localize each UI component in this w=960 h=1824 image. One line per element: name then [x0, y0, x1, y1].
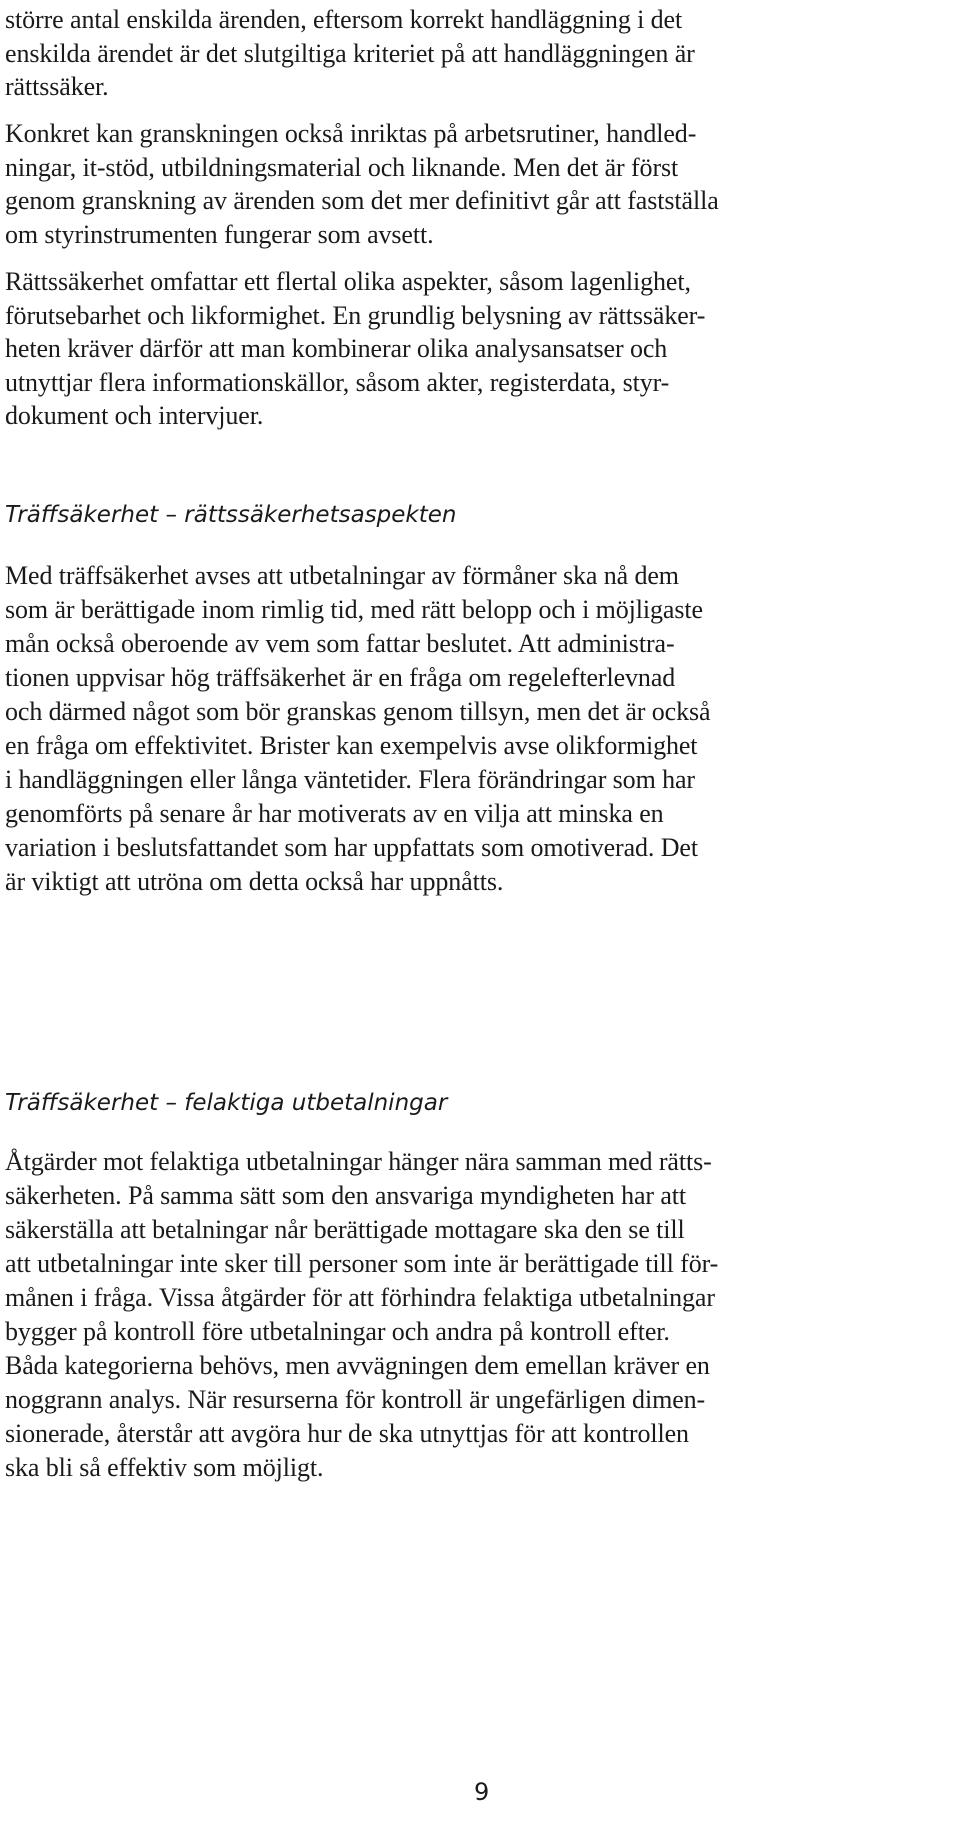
text-line: och därmed något som bör granskas genom tillsyn, men det är också	[5, 697, 711, 726]
text-line: genom granskning av ärenden som det mer definitivt går att fastställa	[5, 186, 719, 215]
text-line: utnyttjar flera informationskällor, såsom akter, registerdata, styr-	[5, 368, 670, 397]
text-line: ska bli så effektiv som möjligt.	[5, 1453, 324, 1482]
text-line: större antal enskilda ärenden, eftersom korrekt handläggning i det	[5, 5, 683, 34]
text-line: om styrinstrumenten fungerar som avsett.	[5, 220, 434, 249]
text-line: sionerade, återstår att avgöra hur de ska utnyttjas för att kontrollen	[5, 1419, 689, 1448]
text-line: att utbetalningar inte sker till personer som inte är berättigade till för-	[5, 1249, 719, 1278]
text-line: enskilda ärendet är det slutgiltiga kriteriet på att handläggningen är	[5, 39, 695, 68]
text-line: dokument och intervjuer.	[5, 401, 264, 430]
text-line: heten kräver därför att man kombinerar olika analysansatser och	[5, 334, 668, 363]
text-line: Konkret kan granskningen också inriktas på arbetsrutiner, handled-	[5, 119, 697, 148]
page-number: 9	[474, 1778, 490, 1806]
text-line: mån också oberoende av vem som fattar beslutet. Att administra-	[5, 629, 675, 658]
text-line: bygger på kontroll före utbetalningar och andra på kontroll efter.	[5, 1317, 670, 1346]
text-line: ningar, it-stöd, utbildningsmaterial och liknande. Men det är först	[5, 153, 679, 182]
text-line: Båda kategorierna behövs, men avvägningen dem emellan kräver en	[5, 1351, 710, 1380]
text-line: variation i beslutsfattandet som har uppfattats som omotiverad. Det	[5, 833, 698, 862]
text-line: är viktigt att utröna om detta också har uppnåtts.	[5, 867, 504, 896]
text-line: säkerheten. På samma sätt som den ansvariga myndigheten har att	[5, 1181, 687, 1210]
text-line: Med träffsäkerhet avses att utbetalningar av förmåner ska nå dem	[5, 561, 679, 590]
text-line: rättssäker.	[5, 72, 109, 101]
text-line: Åtgärder mot felaktiga utbetalningar hänger nära samman med rätts-	[5, 1147, 712, 1176]
text-line: tionen uppvisar hög träffsäkerhet är en fråga om regelefterlevnad	[5, 663, 676, 692]
text-line: noggrann analys. När resurserna för kontroll är ungefärligen dimen-	[5, 1385, 706, 1414]
text-line: säkerställa att betalningar når berättigade mottagare ska den se till	[5, 1215, 685, 1244]
text-line: Rättssäkerhet omfattar ett flertal olika aspekter, såsom lagenlighet,	[5, 267, 691, 296]
section-heading: Träffsäkerhet – felaktiga utbetalningar	[5, 1090, 448, 1116]
text-line: förutsebarhet och likformighet. En grundlig belysning av rättssäker-	[5, 301, 706, 330]
text-line: i handläggningen eller långa väntetider. Flera förändringar som har	[5, 765, 695, 794]
text-line: genomförts på senare år har motiverats av en vilja att minska en	[5, 799, 664, 828]
text-line: månen i fråga. Vissa åtgärder för att förhindra felaktiga utbetalningar	[5, 1283, 715, 1312]
text-line: som är berättigade inom rimlig tid, med rätt belopp och i möjligaste	[5, 595, 703, 624]
section-heading: Träffsäkerhet – rättssäkerhetsaspekten	[5, 502, 457, 528]
text-line: en fråga om effektivitet. Brister kan exempelvis avse olikformighet	[5, 731, 698, 760]
